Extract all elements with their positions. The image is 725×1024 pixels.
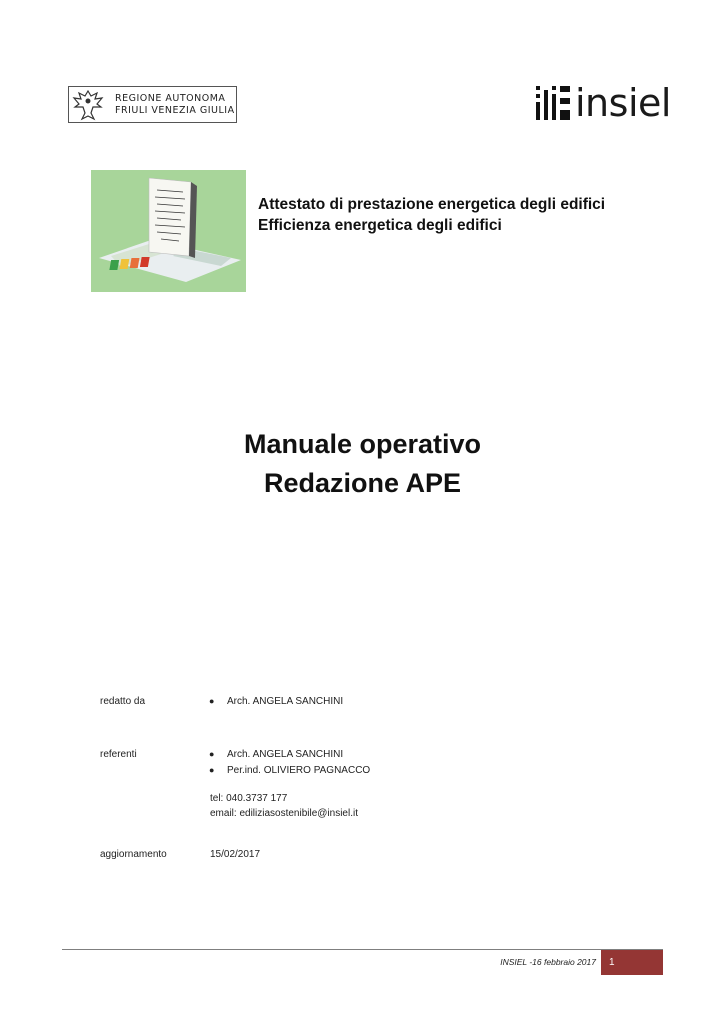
author-item: Arch. ANGELA SANCHINI xyxy=(227,696,344,707)
region-line1: REGIONE AUTONOMA xyxy=(115,92,226,104)
page-number: 1 xyxy=(609,957,615,968)
referent-item: Per.ind. OLIVIERO PAGNACCO xyxy=(227,765,371,776)
title-line-1: Manuale operativo xyxy=(243,429,482,459)
title-line-2: Redazione APE xyxy=(263,468,462,498)
update-date: 15/02/2017 xyxy=(210,849,261,860)
region-line2: FRIULI VENEZIA GIULIA xyxy=(115,104,235,116)
bullet-icon: ● xyxy=(209,749,215,759)
referent-item: Arch. ANGELA SANCHINI xyxy=(227,749,344,760)
bullet-icon: ● xyxy=(209,696,215,706)
aggiornamento-label: aggiornamento xyxy=(100,849,167,860)
subtitle-line-2: Efficienza energetica degli edifici xyxy=(258,217,502,234)
footer-divider xyxy=(62,949,663,950)
email-link[interactable]: email: ediliziasostenibile@insiel.it xyxy=(210,808,358,819)
footer-text: INSIEL -16 febbraio 2017 xyxy=(500,957,596,967)
referenti-label: referenti xyxy=(100,749,137,760)
subtitle-line-1: Attestato di prestazione energetica degli edifici xyxy=(258,196,606,213)
page-number-badge xyxy=(601,950,663,975)
phone-text: tel: 040.3737 177 xyxy=(210,793,288,804)
insiel-wordmark: insiel xyxy=(575,81,671,125)
redatto-label: redatto da xyxy=(100,696,146,707)
bullet-icon: ● xyxy=(209,765,215,775)
